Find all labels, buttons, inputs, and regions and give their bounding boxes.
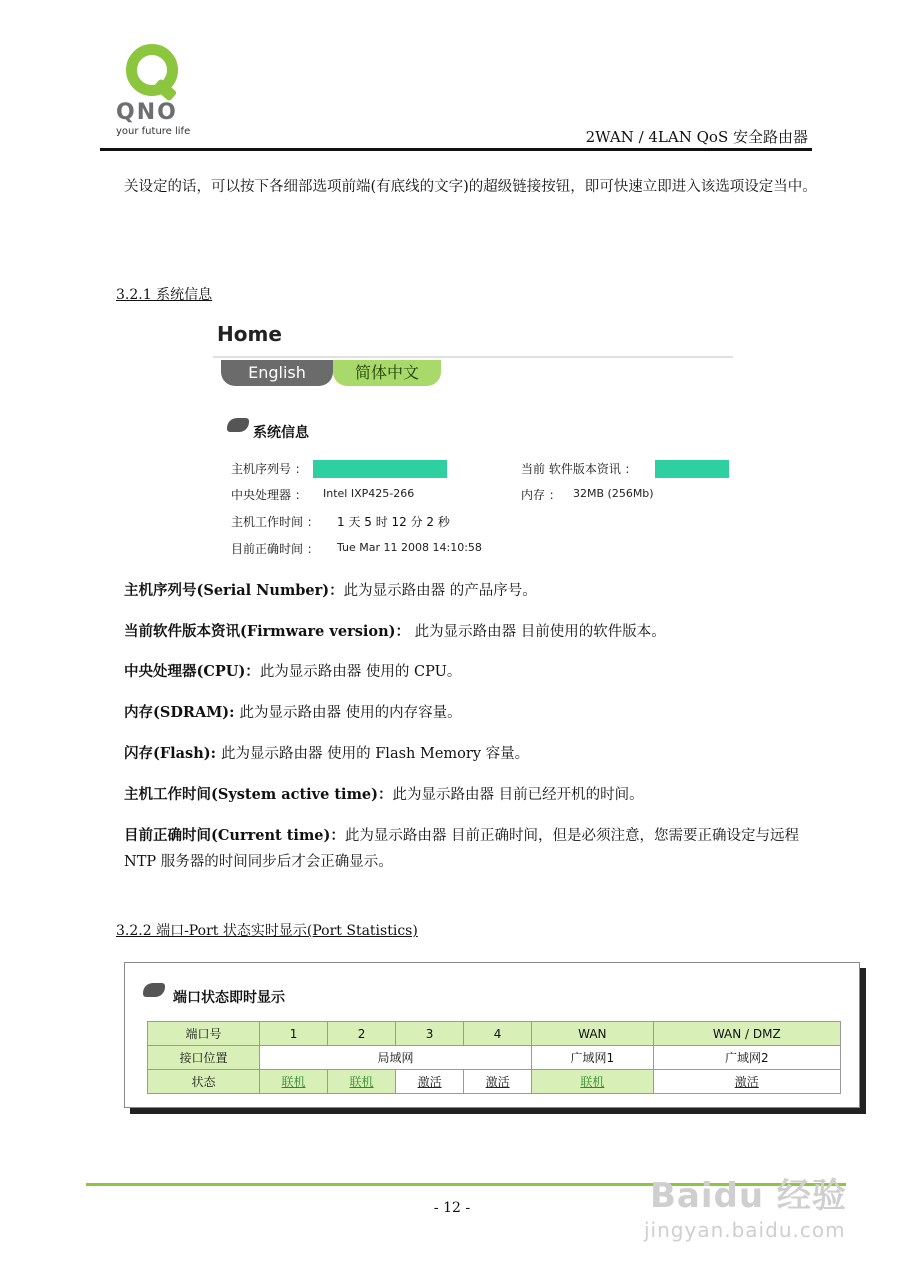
desc-term: 闪存(Flash): — [124, 745, 222, 762]
document-title: 2WAN / 4LAN QoS 安全路由器 — [585, 128, 808, 146]
status-cell — [653, 1070, 840, 1094]
desc-term: 当前软件版本资讯(Firmware version)： — [124, 623, 410, 640]
home-title: Home — [217, 322, 282, 346]
section-bullet-icon — [227, 418, 249, 432]
desc-term: 内存(SDRAM): — [124, 704, 240, 721]
row-label-status: 状态 — [148, 1070, 260, 1094]
section-heading-3-2-2: 3.2.2 端口-Port 状态实时显示(Port Statistics) — [116, 923, 418, 939]
uptime-value: 1 天 5 时 12 分 2 秒 — [337, 515, 450, 529]
desc-system-active-time — [124, 782, 824, 808]
desc-text: 此为显示路由器 目前使用的软件版本。 — [409, 624, 666, 640]
status-link-port-2[interactable]: 联机 — [349, 1075, 374, 1089]
desc-sdram — [124, 700, 824, 726]
cpu-label: 中央处理器 ： — [231, 488, 307, 502]
port-header-2: 2 — [328, 1022, 396, 1046]
status-cell — [464, 1070, 532, 1094]
qno-logo — [114, 40, 194, 140]
location-wan1: 广域网1 — [532, 1046, 653, 1070]
desc-term: 目前正确时间(Current time)： — [124, 827, 345, 844]
section-heading-3-2-1: 3.2.1 系统信息 — [116, 287, 213, 303]
desc-serial-number — [124, 578, 824, 604]
home-divider — [213, 356, 733, 358]
status-link-wan[interactable]: 联机 — [580, 1075, 605, 1089]
watermark-url: jingyan.baidu.com — [644, 1218, 846, 1242]
status-cell — [260, 1070, 328, 1094]
status-cell — [532, 1070, 653, 1094]
row-label-port-number: 端口号 — [148, 1022, 260, 1046]
status-link-port-4[interactable]: 激活 — [485, 1075, 510, 1089]
uptime-label: 主机工作时间 ： — [231, 515, 319, 529]
table-row — [148, 1022, 841, 1046]
port-statistics-screenshot — [124, 962, 860, 1108]
status-link-port-1[interactable]: 联机 — [281, 1075, 306, 1089]
table-row — [148, 1046, 841, 1070]
desc-term: 主机序列号(Serial Number)： — [124, 582, 344, 599]
desc-text: 此为显示路由器 目前已经开机的时间。 — [392, 787, 644, 803]
cpu-value: Intel IXP425-266 — [323, 487, 415, 500]
desc-firmware-version — [124, 619, 824, 645]
watermark-logo: Baidu 经验 — [650, 1176, 847, 1216]
tab-simplified-chinese[interactable]: 简体中文 — [333, 360, 441, 386]
desc-current-time — [124, 823, 824, 875]
system-info-title: 系统信息 — [253, 425, 309, 441]
port-statistics-title: 端口状态即时显示 — [173, 990, 285, 1006]
tab-english[interactable]: English — [221, 360, 333, 386]
serial-number-label: 主机序列号 ： — [231, 462, 307, 476]
desc-term: 中央处理器(CPU)： — [124, 663, 260, 680]
serial-number-redacted-value — [313, 460, 447, 478]
memory-label: 内存 ： — [521, 488, 561, 502]
desc-text: 此为显示路由器 目前正确时间，但是必须注意，您需要正确设定与远程 NTP 服务器的时间同步后才会正确显示。 — [124, 828, 799, 870]
baidu-watermark — [640, 1160, 860, 1250]
logo-tagline: your future life — [116, 126, 191, 137]
port-header-wan-dmz: WAN / DMZ — [653, 1022, 840, 1046]
location-lan: 局域网 — [260, 1046, 532, 1070]
memory-value: 32MB (256Mb) — [573, 487, 654, 500]
status-cell — [328, 1070, 396, 1094]
current-time-value: Tue Mar 11 2008 14:10:58 — [337, 541, 482, 554]
section-bullet-icon — [143, 983, 165, 997]
desc-text: 此为显示路由器 使用的 CPU。 — [259, 664, 462, 680]
port-header-1: 1 — [260, 1022, 328, 1046]
status-link-wan-dmz[interactable]: 激活 — [734, 1075, 759, 1089]
desc-text: 此为显示路由器 使用的 Flash Memory 容量。 — [221, 746, 530, 762]
page-number: - 12 - — [433, 1200, 471, 1216]
port-header-wan: WAN — [532, 1022, 653, 1046]
port-status-table — [147, 1021, 841, 1094]
logo-wordmark: QNO — [116, 100, 178, 125]
current-time-label: 目前正确时间 ： — [231, 542, 319, 556]
firmware-version-redacted-value — [655, 460, 729, 478]
desc-cpu — [124, 659, 824, 685]
table-row — [148, 1070, 841, 1094]
port-header-4: 4 — [464, 1022, 532, 1046]
row-label-interface-location: 接口位置 — [148, 1046, 260, 1070]
header-divider — [100, 148, 812, 151]
status-cell — [396, 1070, 464, 1094]
firmware-version-label: 当前 软件版本资讯 ： — [521, 462, 637, 476]
desc-text: 此为显示路由器 的产品序号。 — [343, 583, 537, 599]
desc-text: 此为显示路由器 使用的内存容量。 — [239, 705, 462, 721]
location-wan2: 广域网2 — [653, 1046, 840, 1070]
intro-paragraph: 关设定的话，可以按下各细部选项前端(有底线的文字)的超级链接按钮，即可快速立即进入该选项设定当中。 — [124, 179, 817, 195]
system-info-screenshot — [213, 318, 733, 568]
status-link-port-3[interactable]: 激活 — [417, 1075, 442, 1089]
port-header-3: 3 — [396, 1022, 464, 1046]
desc-flash — [124, 741, 824, 767]
desc-term: 主机工作时间(System active time)： — [124, 786, 393, 803]
